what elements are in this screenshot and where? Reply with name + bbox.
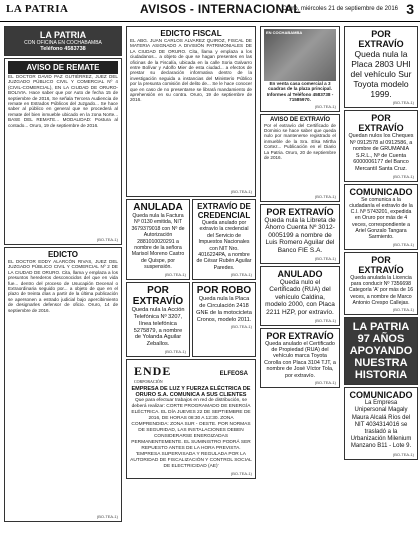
ad-body: Queda nula la Placa de Circulación 2418 GNE de la motocicleta Cronos, modelo 2011.	[196, 296, 252, 323]
robo-placa	[192, 282, 256, 357]
office-banner-city: CON OFICINA EN COCHABAMBA	[24, 40, 102, 46]
ad-body: Queda anulado el Certificado de Propiedad (RUA) del vehículo marca Toyota Corolla con Placa 3104 TJT, a nombre de José Víctor Tola, por extravío.	[264, 340, 336, 379]
ende-notice	[126, 359, 256, 479]
ad-code: (BO-TEA-1)	[96, 237, 118, 242]
ad-code: (BO-TEA-1)	[392, 100, 414, 105]
photo-label: EN COCHABAMBA	[266, 30, 303, 35]
ende-heading: EMPRESA DE LUZ Y FUERZA ELÉCTRICA DE ORURO S.A. COMUNICA A SUS CLIENTES	[131, 386, 251, 399]
ad-code: (BO-TEA-1)	[230, 272, 252, 278]
extravio-credencial	[192, 199, 256, 280]
column-2	[126, 26, 256, 481]
issue-date: Oruro, miércoles 21 de septiembre de 2016	[282, 6, 398, 12]
anulado-certificado	[260, 266, 340, 326]
house-photo	[264, 29, 336, 81]
edicto-civil	[4, 247, 122, 522]
ad-title: COMUNICADO	[349, 390, 413, 401]
promo-line: LA PATRIA	[352, 321, 410, 334]
extravio-libreta	[260, 204, 340, 264]
ad-code: (BO-TEA-1)	[392, 173, 414, 179]
photo-ad	[260, 26, 340, 112]
anniversary-promo	[344, 317, 418, 385]
ad-code: (BO-TEA-1)	[314, 193, 336, 199]
ad-title: EDICTO	[47, 250, 79, 259]
ad-code: (BO-TEA-1)	[392, 241, 414, 247]
ad-code: (BO-TEA-1)	[164, 271, 186, 277]
ads-row-1	[126, 199, 256, 282]
ad-body: Se comunica a la ciudadanía el extravío de la C.I. Nº 5743201, expedida en Oruro por más de 4 veces, correspondiente a Ariel Gonzalo Tangara Sarmiento.	[349, 196, 413, 241]
promo-line: 97 AÑOS	[357, 333, 405, 346]
ad-title: AVISO DE REMATE	[8, 61, 118, 74]
ad-title: POR EXTRAVÍO	[358, 29, 404, 49]
ad-code: (BO-TEA-1)	[230, 324, 252, 330]
office-banner-brand: LA PATRIA	[39, 30, 87, 40]
ad-body: EL DOCTOR DAVID PAZ GUTIÉRREZ, JUEZ DEL JUZGADO PÚBLICO CIVIL Y COMERCIAL Nº 4 (CIVIL-COMERCIAL), EN LA CIUDAD DE ORURO-BOLIVIA. Hace saber que por Auto de fecha 15 de septiembre de 2016, Se señala Tercera Audiencia de remate en Estrados Públicos del Juzgado... Se hace saber al público en general que se procederá al remate del bien inmueble ubicado en la zona Norte... BASE DEL REMATE... MODALIDAD: Postura al contado... Oruro, 19 de septiembre de 2016.	[8, 74, 118, 128]
extravio-accion-telefonica	[126, 282, 190, 357]
ad-title: ANULADO	[277, 268, 323, 279]
ad-title: POR EXTRAVÍO	[266, 330, 334, 341]
ad-code: (BO-TEA-1)	[392, 307, 414, 313]
comunicado-ci	[344, 184, 418, 250]
column-1	[4, 26, 122, 524]
ad-title: EXTRAVÍO DE CREDENCIAL	[197, 202, 251, 220]
ad-title: AVISO DE EXTRAVÍO	[269, 116, 331, 123]
photo-caption: En venta casa comercial a 3 cuadras de la plaza principal. Informes al Teléfono 4583738 - 71585970.	[266, 81, 334, 103]
ad-title: POR EXTRAVÍO	[358, 113, 404, 133]
ad-code: (BO-TEA-1)	[230, 471, 252, 477]
aviso-remate	[4, 58, 122, 245]
aviso-extravio	[260, 114, 340, 202]
ad-code: (BO-TEA-1)	[314, 317, 336, 323]
newspaper-brand: LA PATRIA	[6, 3, 69, 15]
ad-title: POR EXTRAVÍO	[266, 206, 334, 217]
promo-line: NUESTRA	[354, 357, 408, 370]
ende-logo	[134, 364, 171, 384]
ad-code: (BO-TEA-1)	[314, 380, 336, 385]
ad-code: (BO-TEA-1)	[164, 349, 186, 355]
ad-code: (BO-TEA-1)	[314, 255, 336, 261]
ad-title: ANULADA	[133, 202, 183, 213]
ads-row-2	[126, 282, 256, 359]
extravio-placa	[344, 26, 418, 108]
promo-line: APOYANDO	[349, 345, 413, 358]
ad-body: Queda anulada la Licencia para conducir Nº 7356698 Categoría 'A' por más de 16 veces, a nombre de Marco Antonio Crespo Callejas.	[348, 274, 414, 306]
ad-code: (BO-TEA-1)	[96, 514, 118, 519]
page-header	[0, 0, 420, 22]
ad-body: Queda nula la Placa 2803 UHI del vehículo Sur Toyota modelo 1999.	[350, 49, 412, 99]
ad-code: (BO-TEA-1)	[230, 189, 252, 194]
ad-code: (BO-TEA-1)	[392, 451, 414, 457]
office-banner	[4, 26, 122, 56]
ad-body: EL ABG. JUAN CARLOS ALVAREZ QUIROZ, FISCAL DE MATERIA ASIGNADO A DIVISIÓN PATRIMONIALES DE LA CIUDAD DE ORURO. Cita, llama y emplaza a los ciudadanos... a objeto de que se hagan presentes en las oficinas de la Fiscalía, ubicada en la calle Soria Galvarro entre Bolívar y Adolfo Mier de esta ciudad... a efectos de prestar su declaración informativa dentro de la investigación seguida a instancias del Ministerio Público por la presunta comisión del delito de... Se le hace conocer que en caso de no presentarse se librará mandamiento de aprehensión en su contra. Oruro, 19 de septiembre de 2016.	[130, 38, 252, 103]
extravio-cheques	[344, 110, 418, 182]
promo-line: HISTORIA	[354, 369, 408, 382]
anulada-factura	[126, 199, 190, 280]
ad-title: POR EXTRAVÍO	[358, 254, 404, 275]
ad-body: Queda nulo el Certificado (RUA) del vehículo Caldina, modelo 2000, con Placa 2211 HZP, por extravío.	[265, 278, 335, 316]
ad-body: EL DOCTOR EDDY ALARCÓN RIVAS, JUEZ DEL JUZGADO PÚBLICO CIVIL Y COMERCIAL Nº 2 DE LA CIUDAD DE ORURO. Cita, llama y emplaza a los presuntos herederos desconocidos del que en vida fue... dentro del proceso de Usucapión Decenal o Extraordinaria seguido por... a objeto de que en el plazo de treinta días a partir de la última publicación se apersonen a estrado judicial bajo apercibimiento de designarles defensor de oficio. Oruro, 14 de septiembre de 2016.	[8, 259, 118, 313]
ad-title: EDICTO FISCAL	[160, 29, 222, 38]
ad-code: (BO-TEA-1)	[314, 103, 336, 109]
edicto-fiscal	[126, 26, 256, 197]
extravio-licencia	[344, 252, 418, 315]
column-3	[260, 26, 340, 390]
ad-body: Queda nula la Acción Telefónica Nº 3207, línea telefónica 5275879, a nombre de Yolanda Aguilar Zeballos.	[131, 307, 185, 348]
ende-logo-text: ENDE	[134, 364, 172, 379]
ad-body: Por el extravío del Certificado de Dominio se hace saber que queda nulo por mantenerse registrado el inmueble de la Sra. Elsa Mirtha Cortez... Publicación en el Diario La Patria. Oruro, 20 de septiembre de 2016.	[264, 122, 336, 161]
ad-title: COMUNICADO	[349, 186, 413, 197]
ende-body: Que para efectuar trabajos en red de distribución, se deberá realizar: CORTE PROGRAMADO DE ENERGÍA ELÉCTRICA. EL DÍA JUEVES 22 DE SEPTIEMBRE DE 2016, DE HORAS 08:30 A 12:30. ZONA COMPRENDIDA: ZONA SUR - OESTE. POR NORMAS DE SEGURIDAD, LAS INSTALACIONES DEBEN CONSIDERARSE ENERGIZADAS PERMANENTEMENTE. EL SUMINISTRO PODRÁ SER REPUESTO ANTES DE LA HORA PREVISTA. 'EMPRESA SUPERVISADA Y REGULADA POR LA AUTORIDAD DE FISCALIZACIÓN Y CONTROL SOCIAL DE ELECTRICIDAD (AE)'	[130, 398, 252, 470]
section-title: AVISOS - INTERNACIONAL	[140, 2, 302, 16]
ende-logos	[130, 362, 252, 386]
ad-body: Queda nula la Libreta de Ahorro Cuenta Nº 3012-0005199 a nombre de Luis Romero Aguilar del Banco FIE S.A.	[264, 216, 336, 254]
ad-body: Quedan nulos los Cheques Nº 0912578 al 0912586, a nombre de GRUMANIA S.R.L., Nº de Cuenta 6000006177 del Banco Mercantil Santa Cruz.	[348, 133, 414, 172]
extravio-rua	[260, 328, 340, 388]
ad-body: Queda nula la Factura Nº 0130 emitida, NIT 3679379018 con Nº de Autorización 2881010020291 a nombre de la señora Marisol Moreno Castro de Quispe, por suspensión.	[131, 213, 185, 271]
column-4	[344, 26, 418, 462]
ad-title: POR ROBO	[196, 285, 252, 297]
elfeosa-logo: ELFEOSA	[219, 371, 248, 378]
office-banner-phone: Teléfono 4583738	[40, 46, 86, 52]
ad-body: Queda anulado por extravío la credencial del Servicio de Impuestos Nacionales con NIT Nro. 4016224PA, a nombre de César Rubén Aguilar Paredes.	[196, 220, 252, 271]
page-number: 3	[406, 1, 414, 17]
ende-logo-sub: CORPORACIÓN	[134, 379, 163, 385]
ad-title: POR EXTRAVÍO	[132, 285, 184, 308]
ad-body: La Empresa Unipersonal Magaly Maura Alcalá Ríos del NIT 4034314016 se trasladó a la Urbanización Milenium Manzano B11 - Lote 9.	[350, 400, 412, 450]
comunicado-traslado	[344, 387, 418, 459]
